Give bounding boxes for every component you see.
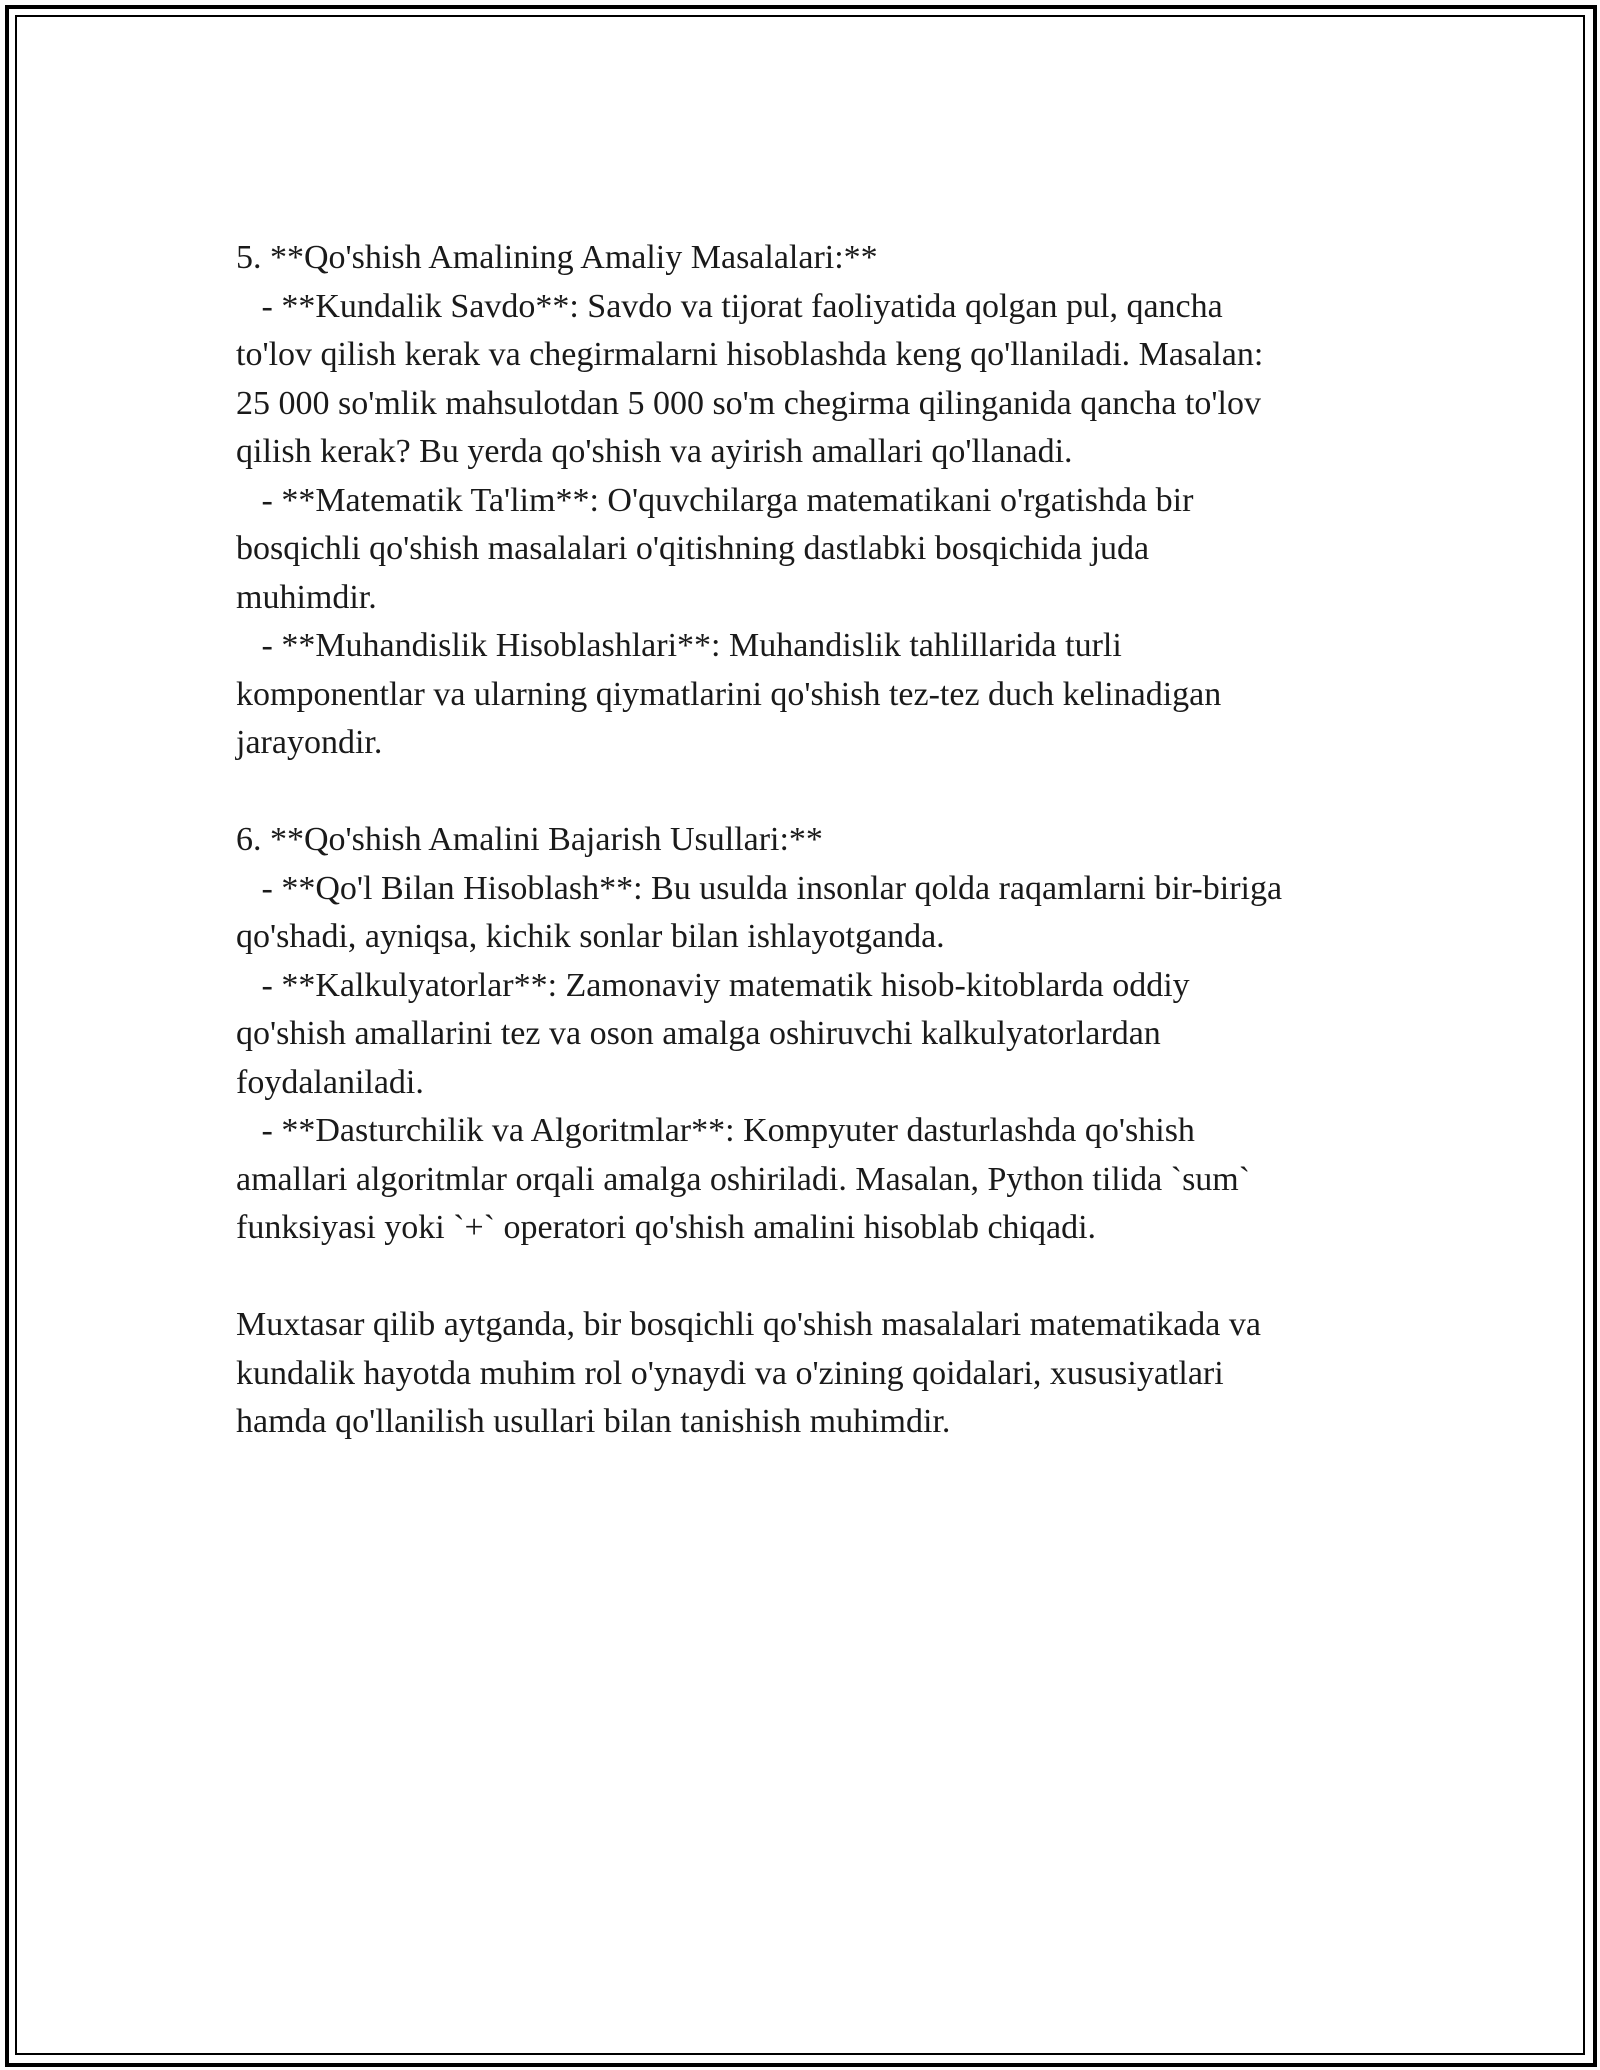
section-6-line: amallari algoritmlar orqali amalga oshiriladi. Masalan, Python tilida `sum` <box>236 1160 1251 1198</box>
paragraph-spacer <box>236 1253 1366 1302</box>
section-5-line: jarayondir. <box>236 724 383 761</box>
section-5-line: - **Matematik Ta'lim**: O'quvchilarga matematikani o'rgatishda bir <box>236 481 1194 519</box>
section-5-line: to'lov qilish kerak va chegirmalarni hisoblashda keng qo'llaniladi. Masalan: <box>236 336 1264 373</box>
section-5-heading: 5. **Qo'shish Amalining Amaliy Masalalari:** <box>236 239 878 276</box>
section-5-line: muhimdir. <box>236 578 377 616</box>
document-body <box>236 234 1366 1447</box>
conclusion-line: kundalik hayotda muhim rol o'ynaydi va o'zining qoidalari, xususiyatlari <box>236 1354 1224 1392</box>
section-6-line: foydalaniladi. <box>236 1063 424 1101</box>
section-5-line: - **Kundalik Savdo**: Savdo va tijorat faoliyatida qolgan pul, qancha <box>236 287 1223 325</box>
section-6-line: qo'shish amallarini tez va oson amalga oshiruvchi kalkulyatorlardan <box>236 1015 1161 1052</box>
section-5-line: 25 000 so'mlik mahsulotdan 5 000 so'm chegirma qilinganida qancha to'lov <box>236 384 1261 422</box>
section-6-line: funksiyasi yoki `+` operatori qo'shish amalini hisoblab chiqadi. <box>236 1209 1097 1246</box>
section-5 <box>236 234 1366 768</box>
section-6-line: qo'shadi, ayniqsa, kichik sonlar bilan ishlayotganda. <box>236 918 945 955</box>
section-5-line: qilish kerak? Bu yerda qo'shish va ayirish amallari qo'llanadi. <box>236 433 1073 470</box>
section-5-line: komponentlar va ularning qiymatlarini qo'shish tez-tez duch kelinadigan <box>236 675 1222 713</box>
section-5-line: bosqichli qo'shish masalalari o'qitishning dastlabki bosqichida juda <box>236 530 1150 567</box>
conclusion-line: hamda qo'llanilish usullari bilan tanishish muhimdir. <box>236 1403 951 1440</box>
section-6-line: - **Kalkulyatorlar**: Zamonaviy matematik hisob-kitoblarda oddiy <box>236 966 1190 1004</box>
paragraph-spacer <box>236 768 1366 817</box>
conclusion-line: Muxtasar qilib aytganda, bir bosqichli qo'shish masalalari matematikada va <box>236 1306 1261 1343</box>
section-6-heading: 6. **Qo'shish Amalini Bajarish Usullari:** <box>236 821 823 858</box>
section-6-line: - **Dasturchilik va Algoritmlar**: Kompyuter dasturlashda qo'shish <box>236 1112 1195 1149</box>
section-6 <box>236 816 1366 1253</box>
section-6-line: - **Qo'l Bilan Hisoblash**: Bu usulda insonlar qolda raqamlarni bir-biriga <box>236 869 1283 907</box>
conclusion-paragraph <box>236 1301 1366 1447</box>
section-5-line: - **Muhandislik Hisoblashlari**: Muhandislik tahlillarida turli <box>236 627 1122 664</box>
